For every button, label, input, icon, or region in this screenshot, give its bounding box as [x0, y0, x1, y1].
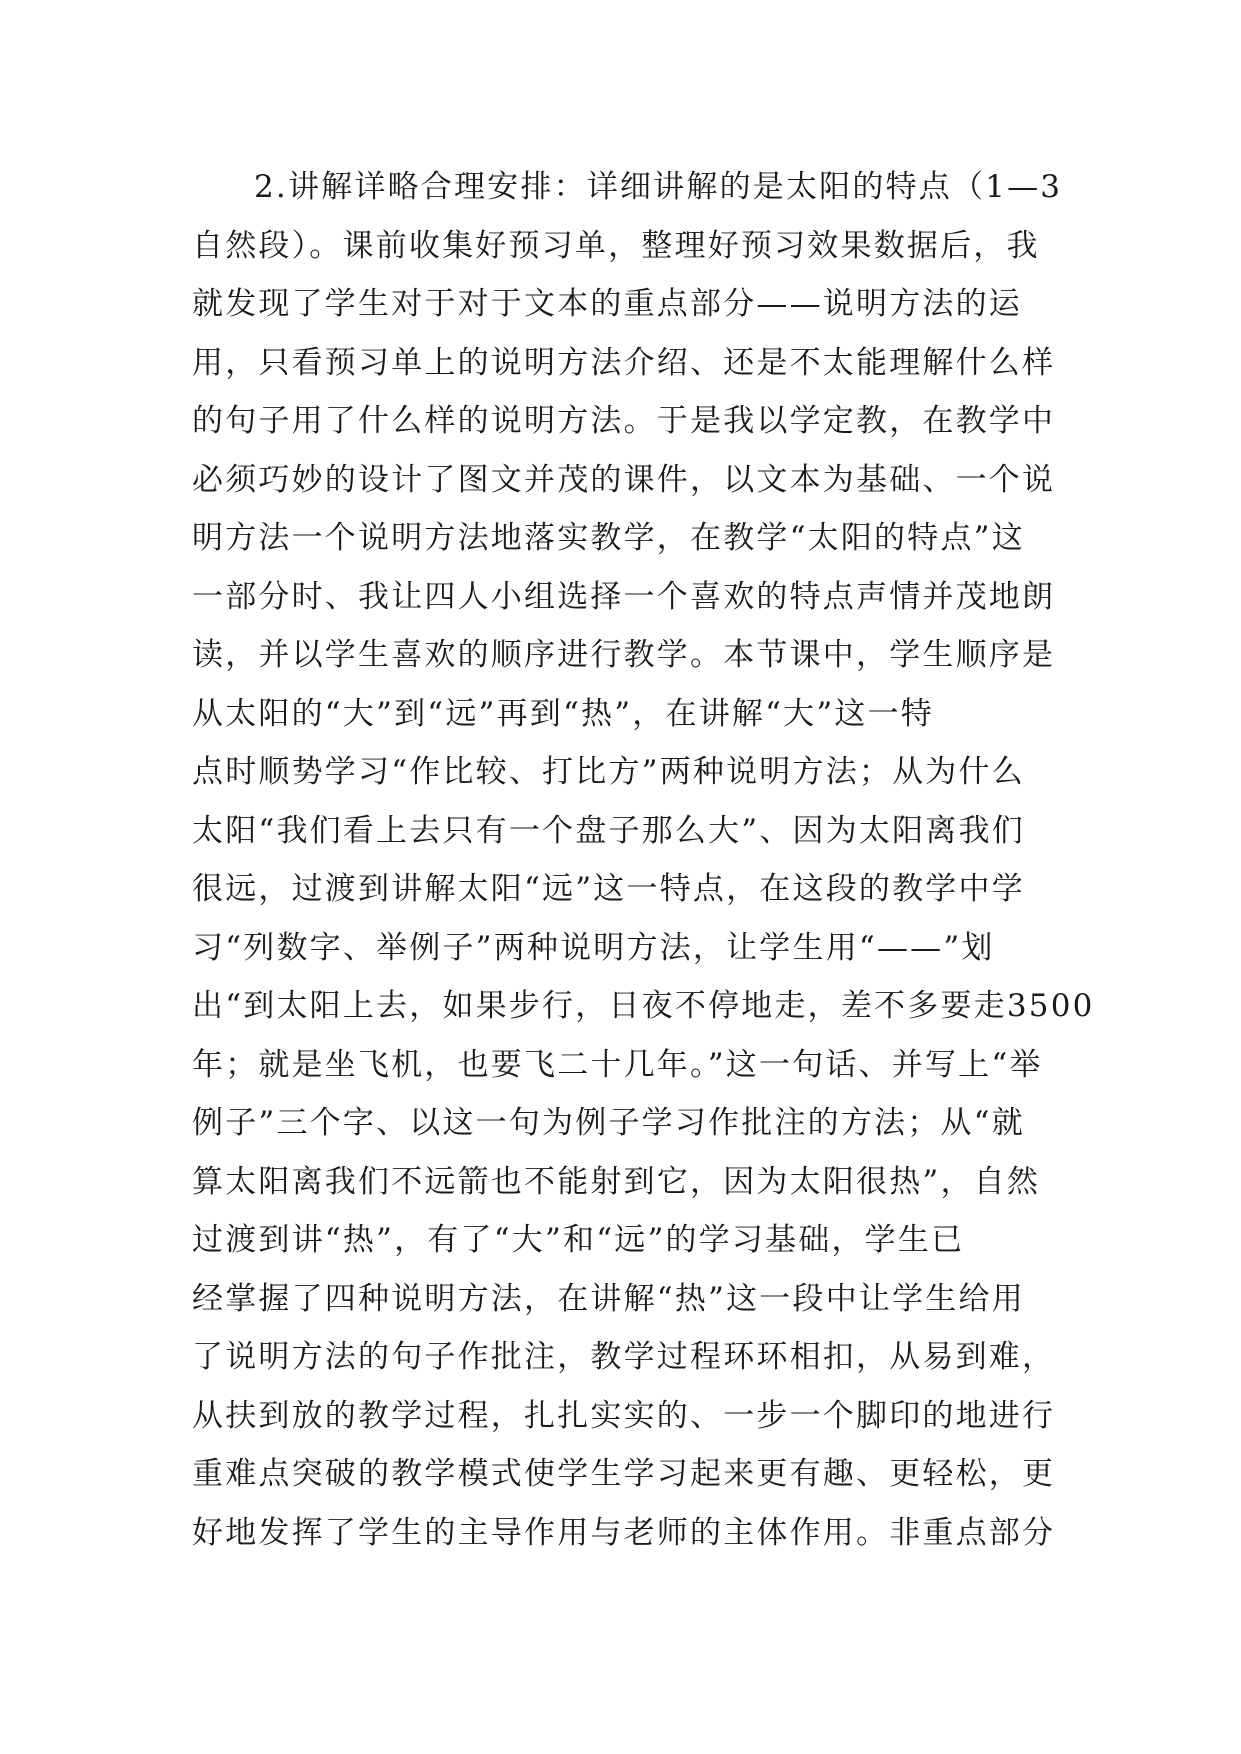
text-line-3: 就发现了学生对于对于文本的重点部分——说明方法的运	[192, 286, 1022, 322]
text-line-17: 例子”三个字、以这一句为例子学习作批注的方法；从“就	[192, 1105, 1025, 1141]
text-line-12: 太阳“我们看上去只有一个盘子那么大”、因为太阳离我们	[192, 812, 1025, 849]
text-line-23: 重难点突破的教学模式使学生学习起来更有趣、更轻松，更	[192, 1456, 1056, 1492]
text-line-14: 习“列数字、举例子”两种说明方法，让学生用“——”划	[192, 929, 995, 966]
text-line-24: 好地发挥了学生的主导作用与老师的主体作用。非重点部分	[192, 1514, 1056, 1551]
text-line-1: 2.讲解详略合理安排：详细讲解的是太阳的特点（1—3	[254, 169, 1063, 205]
text-line-7: 明方法一个说明方法地落实教学，在教学“太阳的特点”这	[192, 520, 1025, 556]
text-line-10: 从太阳的“大”到“远”再到“热”，在讲解“大”这一特	[192, 695, 934, 732]
text-line-2: 自然段）。课前收集好预习单，整理好预习效果数据后，我	[192, 227, 1040, 264]
body-paragraph	[192, 158, 1095, 1562]
text-line-20: 经掌握了四种说明方法，在讲解“热”这一段中让学生给用	[192, 1280, 1025, 1317]
text-line-11: 点时顺势学习“作比较、打比方”两种说明方法；从为什么	[192, 754, 1025, 790]
text-line-6: 必须巧妙的设计了图文并茂的课件，以文本为基础、一个说	[192, 461, 1056, 498]
text-line-22: 从扶到放的教学过程，扎扎实实的、一步一个脚印的地进行	[192, 1397, 1056, 1434]
text-line-9: 读，并以学生喜欢的顺序进行教学。本节课中，学生顺序是	[192, 637, 1056, 673]
text-line-19: 过渡到讲“热”，有了“大”和“远”的学习基础，学生已	[192, 1222, 965, 1258]
text-line-4: 用，只看预习单上的说明方法介绍、还是不太能理解什么样	[192, 344, 1056, 381]
text-line-8: 一部分时、我让四人小组选择一个喜欢的特点声情并茂地朗	[192, 578, 1056, 615]
text-line-15: 出“到太阳上去，如果步行，日夜不停地走，差不多要走3500	[192, 988, 1095, 1024]
text-line-16: 年；就是坐飞机，也要飞二十几年。”这一句话、并写上“举	[192, 1046, 1043, 1083]
text-line-21: 了说明方法的句子作批注，教学过程环环相扣，从易到难，	[192, 1339, 1056, 1375]
text-line-5: 的句子用了什么样的说明方法。于是我以学定教，在教学中	[192, 403, 1056, 439]
text-line-13: 很远，过渡到讲解太阳“远”这一特点，在这段的教学中学	[192, 871, 1025, 907]
text-line-18: 算太阳离我们不远箭也不能射到它，因为太阳很热”，自然	[192, 1163, 1041, 1200]
